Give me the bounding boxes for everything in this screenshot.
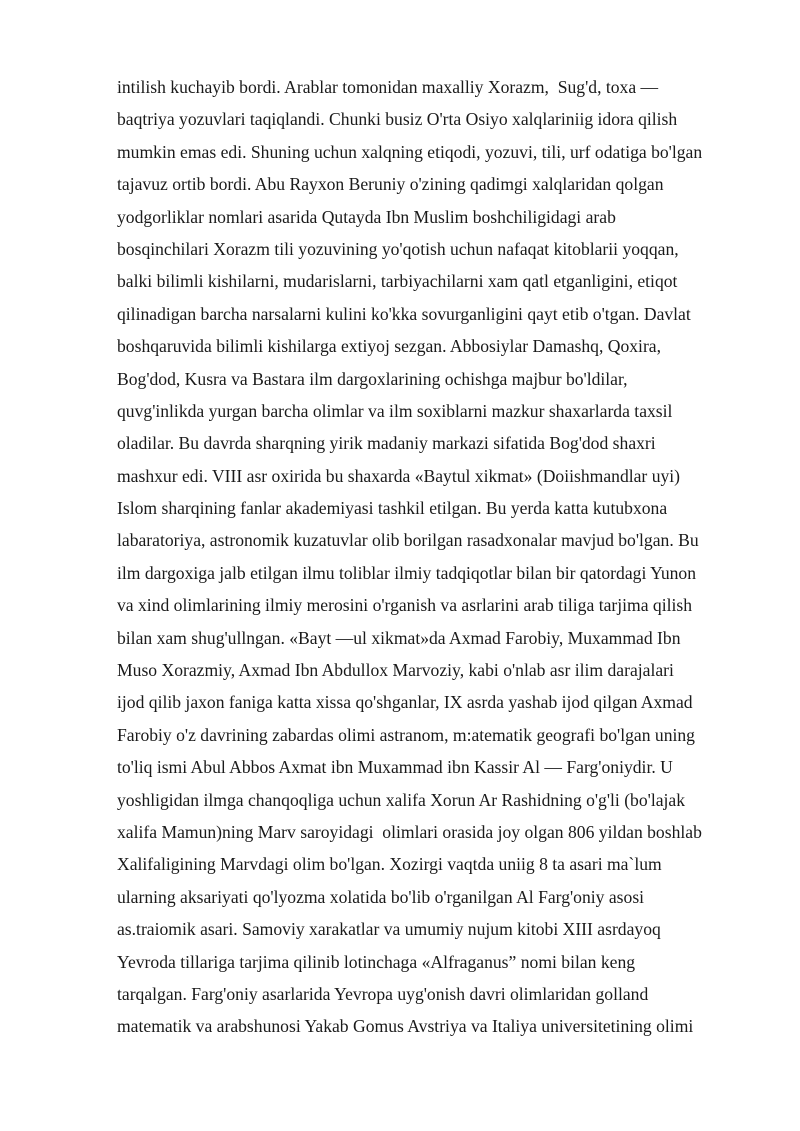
text-line: Muso Xorazmiy, Axmad Ibn Abdullox Marvoziy, kabi o'nlab asr ilim darajalari [117, 660, 674, 681]
text-line: tajavuz ortib bordi. Abu Rayxon Beruniy o'zining qadimgi xalqlaridan qolgan [117, 174, 664, 195]
text-line: oladilar. Bu davrda sharqning yirik madaniy markazi sifatida Bog'dod shaxri [117, 433, 656, 454]
text-line: mumkin emas edi. Shuning uchun xalqning etiqodi, yozuvi, tili, urf odatiga bo'lgan [117, 141, 703, 162]
text-line: as.traiomik asari. Samoviy xarakatlar va umumiy nujum kitobi XIII asrdayoq [117, 919, 661, 940]
text-line: Yevroda tillariga tarjima qilinib lotinchaga «Alfraganus” nomi bilan keng [117, 951, 636, 972]
text-line: boshqaruvida bilimli kishilarga extiyoj sezgan. Abbosiylar Damashq, Qoxira, [117, 336, 662, 357]
body-text [117, 71, 757, 1043]
text-line: ijod qilib jaxon faniga katta xissa qo'shganlar, IX asrda yashab ijod qilgan Axmad [117, 692, 693, 713]
text-line: bosqinchilari Xorazm tili yozuvining yo'qotish uchun nafaqat kitoblarii yoqqan, [117, 238, 679, 259]
text-line: yoshligidan ilmga chanqoqliga uchun xalifa Xorun Ar Rashidning o'g'li (bo'lajak [117, 789, 686, 810]
text-line: baqtriya yozuvlari taqiqlandi. Chunki busiz O'rta Osiyo xalqlariniig idora qilish [117, 109, 678, 130]
text-line: labaratoriya, astronomik kuzatuvlar olib borilgan rasadxonalar mavjud bo'lgan. Bu [117, 530, 699, 551]
text-line: intilish kuchayib bordi. Arablar tomonidan maxalliy Xorazm, Sug'd, toxa — [117, 77, 659, 97]
text-line: balki bilimli kishilarni, mudarislarni, tarbiyachilarni xam qatl etganligini, etiqot [117, 271, 678, 292]
text-line: Xalifaligining Marvdagi olim bo'lgan. Xozirgi vaqtda uniig 8 ta asari ma`lum [117, 854, 662, 875]
text-line: yodgorliklar nomlari asarida Qutayda Ibn Muslim boshchiligidagi arab [117, 206, 616, 227]
text-line: tarqalgan. Farg'oniy asarlarida Yevropa uyg'onish davri olimlaridan golland [117, 983, 649, 1004]
text-line: va xind olimlarining ilmiy merosini o'rganish va asrlarini arab tiliga tarjima qilish [117, 595, 693, 616]
text-line: xalifa Mamun)ning Marv saroyidagi olimlari orasida joy olgan 806 yildan boshlab [117, 821, 702, 842]
text-line: Islom sharqining fanlar akademiyasi tashkil etilgan. Bu yerda katta kutubxona [117, 498, 668, 519]
text-line: ularning aksariyati qo'lyozma xolatida bo'lib o'rganilgan Al Farg'oniy asosi [117, 886, 645, 907]
text-line: mashxur edi. VIII asr oxirida bu shaxarda «Baytul xikmat» (Doiishmandlar uyi) [117, 465, 681, 486]
text-line: bilan xam shug'ullngan. «Bayt —ul xikmat»da Axmad Farobiy, Muxammad Ibn [117, 627, 681, 648]
text-line: ilm dargoxiga jalb etilgan ilmu toliblar ilmiy tadqiqotlar bilan bir qatordagi Yunon [117, 562, 697, 583]
text-line: qilinadigan barcha narsalarni kulini ko'kka sovurganligini qayt etib o'tgan. Davlat [117, 303, 691, 324]
text-line: Farobiy o'z davrining zabardas olimi astranom, m:atematik geografi bo'lgan uning [117, 724, 695, 745]
text-line: matematik va arabshunosi Yakab Gomus Avstriya va Italiya universitetining olimi [117, 1016, 694, 1037]
text-line: to'liq ismi Abul Abbos Axmat ibn Muxammad ibn Kassir Al — Farg'oniydir. U [117, 757, 673, 778]
text-line: quvg'inlikda yurgan barcha olimlar va ilm soxiblarni mazkur shaxarlarda taxsil [117, 400, 673, 421]
text-line: Bog'dod, Kusra va Bastara ilm dargoxlarining ochishga majbur bo'ldilar, [117, 368, 628, 389]
